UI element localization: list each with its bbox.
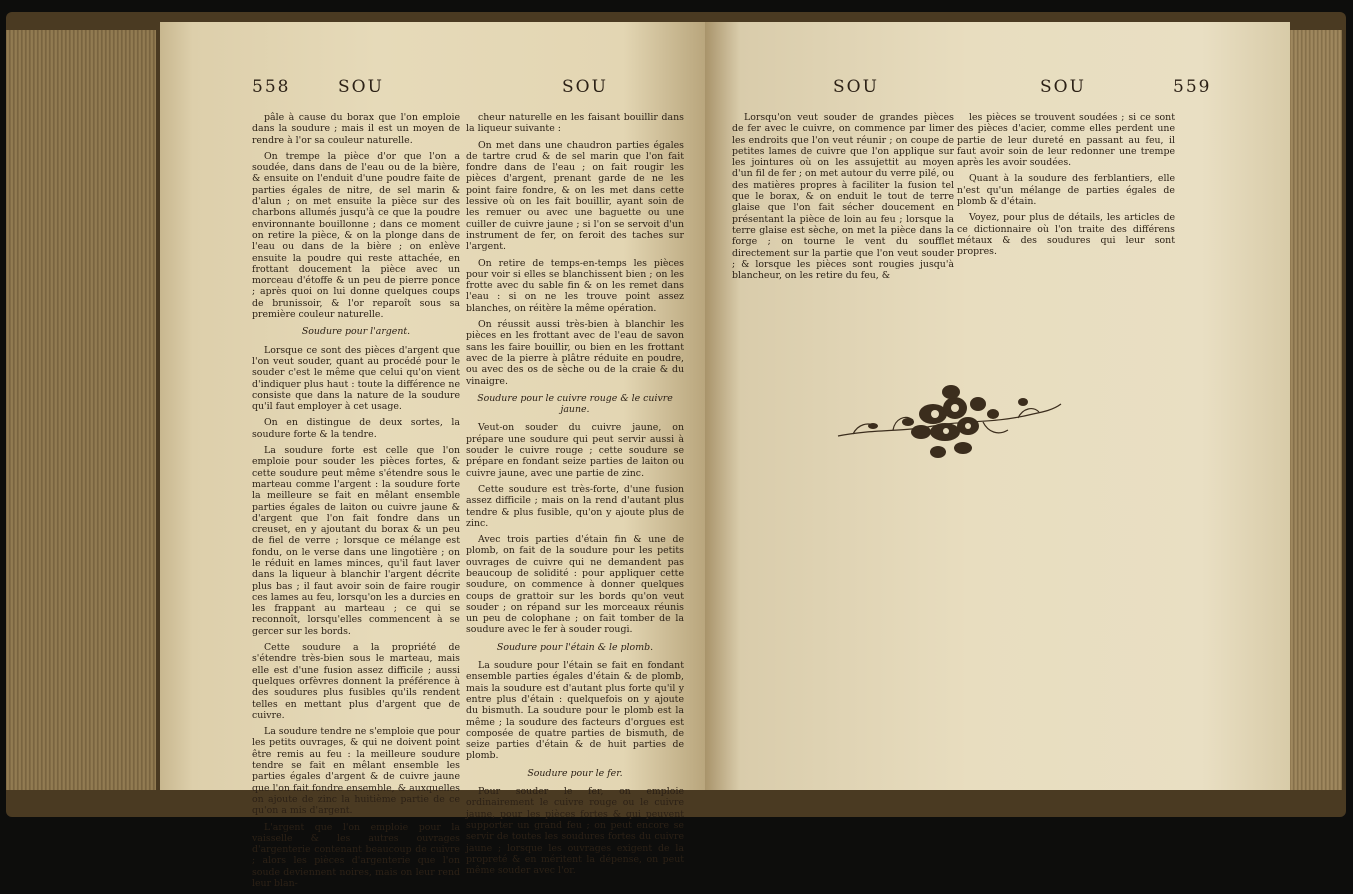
paragraph: Voyez, pour plus de détails, les articles de ce dictionnaire où l'on traite des différens métaux & des soudures qui leur sont propres. (957, 212, 1175, 258)
running-head-right-b: SOU (1040, 77, 1086, 97)
paragraph: La soudure pour l'étain se fait en fondant ensemble parties égales d'étain & de plomb, mais la soudure est d'autant plus forte qu'il y entre plus d'étain : quelquefois on y ajoute du bismuth. La soudure pour le plomb est la même ; la soudure des facteurs d'orgues est composée de quatre parties de bismuth, de seize parties d'étain & de huit parties de plomb. (466, 660, 684, 762)
left-column-1 (252, 112, 460, 894)
paragraph: On en distingue de deux sortes, la soudure forte & la tendre. (252, 417, 460, 440)
paragraph: pâle à cause du borax que l'on emploie dans la soudure ; mais il est un moyen de rendre à l'or sa couleur naturelle. (252, 112, 460, 146)
section-heading: Soudure pour l'argent. (301, 326, 411, 338)
section-heading: Soudure pour l'étain & le plomb. (496, 641, 654, 653)
left-column-2 (466, 112, 684, 881)
paragraph: La soudure tendre ne s'emploie que pour les petits ouvrages, & qui ne doivent point être remis au feu : la meilleure soudure tendre se fait en mêlant ensemble les parties égales d'argent & de cuivre jaune que l'on fait fondre ensemble, & auxquelles on ajoute de zinc la huitième partie de ce qu'on a mis d'argent. (252, 726, 460, 817)
floral-vignette-icon (833, 374, 1063, 479)
paragraph: Avec trois parties d'étain fin & une de plomb, on fait de la soudure pour les petits ouvrages de cuivre qui ne demandent pas beaucoup de solidité : pour appliquer cette soudure, on commence à donner quelques coups de grattoir sur les bords qu'on veut souder ; on répand sur les morceaux réunis un peu de colophane ; on fait tomber de la soudure avec le fer à souder rougi. (466, 534, 684, 636)
paragraph: On réussit aussi très-bien à blanchir les pièces en les frottant avec de l'eau de savon sans les faire bouillir, ou bien en les frottant avec de la pierre à plâtre réduite en poudre, ou avec des os de sèche ou de la craie & du vinaigre. (466, 319, 684, 387)
page-edges-right (1290, 30, 1342, 790)
right-column-1 (732, 112, 954, 286)
paragraph: les pièces se trouvent soudées ; si ce sont des pièces d'acier, comme elles perdent une partie de leur dureté en passant au feu, il faut avoir soin de leur redonner une trempe après les avoir soudées. (957, 112, 1175, 169)
running-head-left-b: SOU (562, 77, 608, 97)
paragraph: Lorsqu'on veut souder de grandes pièces de fer avec le cuivre, on commence par limer les endroits que l'on veut réunir ; on coupe de petites lames de cuivre que l'on applique sur les jointures où on les assujettit au moyen d'un fil de fer ; on met autour du verre pilé, ou des matières propres à faciliter la fusion tel que le borax, & on enduit le tout de terre glaise que l'on fait sécher doucement en présentant la pièce de loin au feu ; lorsque la terre glaise est sèche, on met la pièce dans la forge ; on tourne le vent du soufflet directement sur la partie que l'on veut souder ; & lorsque les pièces sont rougies jusqu'à blancheur, on les retire du feu, & (732, 112, 954, 282)
paragraph: Quant à la soudure des ferblantiers, elle n'est qu'un mélange de parties égales de plomb & d'étain. (957, 173, 1175, 208)
paragraph: L'argent que l'on emploie pour la vaisselle & les autres ouvrages d'argenterie contenant beaucoup de cuivre ; alors les pièces d'argenterie que l'on soude deviennent noires, mais on leur rend leur blan- (252, 821, 460, 889)
running-head-left-a: SOU (338, 77, 384, 97)
section-heading: Soudure pour le fer. (527, 767, 623, 779)
left-page (160, 22, 705, 889)
page-edges-left (6, 30, 156, 790)
paragraph: On retire de temps-en-temps les pièces pour voir si elles se blanchissent bien ; on les frotte avec du sable fin & on les remet dans l'eau : si on ne les trouve point assez blanches, on réitère la même opération. (466, 257, 684, 314)
right-column-2 (957, 112, 1175, 263)
paragraph: Cette soudure est très-forte, d'une fusion assez difficile ; mais on la rend d'autant plus tendre & plus fusible, qu'on y ajoute plus de zinc. (466, 483, 684, 529)
page-number-right: 559 (1173, 77, 1212, 97)
paragraph: cheur naturelle en les faisant bouillir dans la liqueur suivante : (466, 112, 684, 135)
paragraph: Veut-on souder du cuivre jaune, on prépare une soudure qui peut servir aussi à souder le cuivre rouge ; cette soudure se prépare en fondant seize parties de laiton ou cuivre jaune, avec une partie de zinc. (466, 422, 684, 479)
section-heading: Soudure pour le cuivre rouge & le cuivre jaune. (477, 392, 673, 416)
paragraph: La soudure forte est celle que l'on emploie pour souder les pièces fortes, & cette soudure peut même s'étendre sous le marteau comme l'argent : la soudure forte la meilleure se fait en mêlant ensemble parties égales de laiton ou cuivre jaune & d'argent que l'on fait fondre dans un creuset, en y ajoutant du borax & un peu de fiel de verre ; lorsque ce mélange est fondu, on le verse dans une lingotière ; on le réduit en lames minces, qu'il faut laver dans la liqueur à blanchir l'argent décrite plus bas ; il faut avoir soin de faire rougir ces lames au feu, lorsqu'on les a durcies en les frappant au marteau ; ce qui se reconnoît, lorsqu'elles commencent à se gercer sur les bords. (252, 445, 460, 637)
page-number-left: 558 (252, 77, 291, 97)
paragraph: Pour souder le fer, on emploie ordinairement le cuivre rouge ou le cuivre jaune, pour les pièces fortes & qui peuvent supporter un grand feu ; on peut encore se servir de toutes les soudures fortes du cuivre jaune ; lorsque les ouvrages exigent de la propreté & en méritent la dépense, on peut même souder avec l'or. (466, 786, 684, 877)
paragraph: On met dans une chaudron parties égales de tartre crud & de sel marin que l'on fait fondre dans de l'eau ; on fait rougir les pièces d'argent, prenant garde de ne les point faire fondre, & on les met dans cette lessive où on les fait bouillir, ayant soin de les remuer ou avec une baguette ou une cuiller de cuivre jaune ; si l'on se servoit d'un instrument de fer, on feroit des taches sur l'argent. (466, 139, 684, 253)
paragraph: Lorsque ce sont des pièces d'argent que l'on veut souder, quant au procédé pour le souder c'est le même que celui qu'on vient d'indiquer plus haut : toute la différence ne consiste que dans la nature de la soudure qu'il faut employer à cet usage. (252, 344, 460, 413)
running-head-right-a: SOU (833, 77, 879, 97)
paragraph: Cette soudure a la propriété de s'étendre très-bien sous le marteau, mais elle est d'une fusion assez difficile ; aussi quelques orfèvres donnent la préférence à des soudures plus fusibles qu'ils rendent telles en mettant plus d'argent que de cuivre. (252, 642, 460, 721)
right-page (705, 22, 1290, 790)
paragraph: On trempe la pièce d'or que l'on a soudée, dans dans de l'eau ou de la bière, & ensuite on l'enduit d'une poudre faite de parties égales de nitre, de sel marin & d'alun ; on met ensuite la pièce sur des charbons allumés jusqu'à ce que la poudre environnante bouillonne ; dans ce moment on retire la pièce, & on la plonge dans de l'eau ou dans de la bière ; on enlève ensuite la poudre qui reste attachée, en frottant doucement la pièce avec un morceau d'étoffe & un peu de pierre ponce ; après quoi on lui donne quelques coups de brunissoir, & l'or reparoît sous sa première couleur naturelle. (252, 150, 460, 321)
